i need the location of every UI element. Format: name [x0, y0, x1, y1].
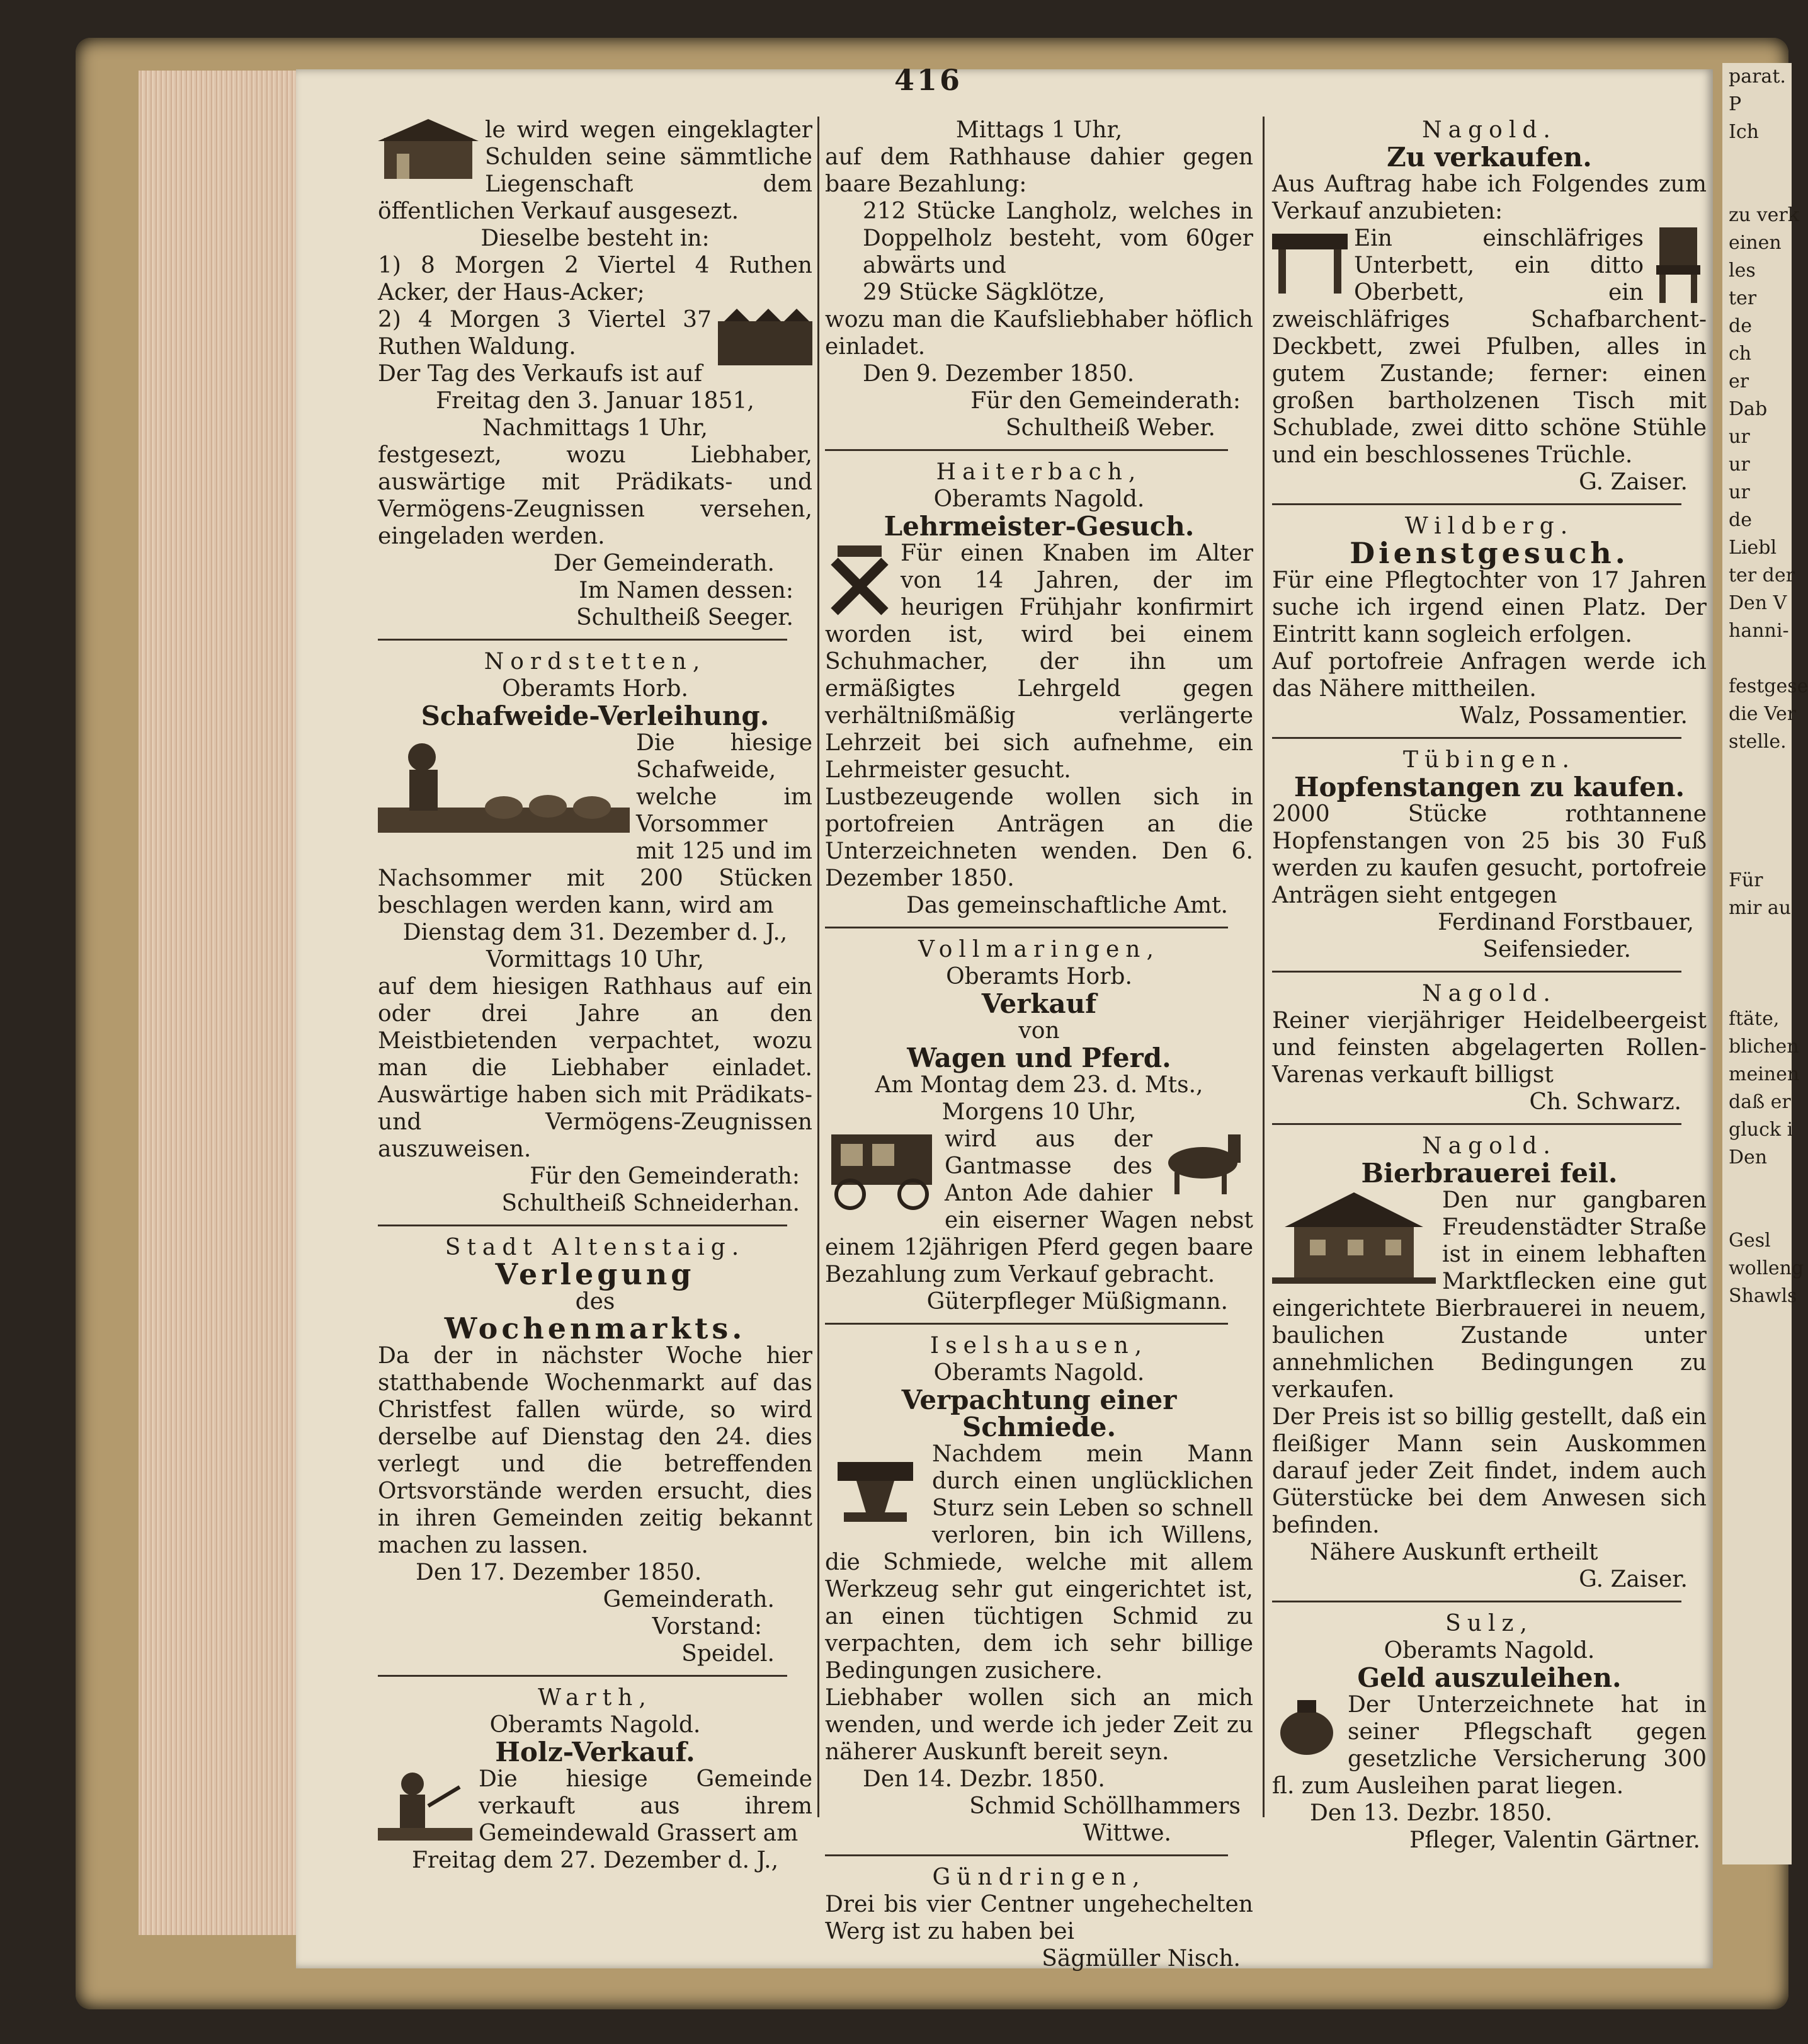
anvil-woodcut-icon	[825, 1443, 926, 1525]
next-page-fragment	[1722, 756, 1792, 784]
ad-body: Den nur gangbaren Freudenstädter Straße ist in einem lebhaften Marktflecken eine gut eingerichtete Bierbrauerei in neuem, baulichen Zustande unter annehmlichen Bedingungen zu verkaufen.	[1272, 1187, 1707, 1403]
ad-separator	[825, 927, 1228, 928]
ad-signature: Wittwe.	[1083, 1820, 1171, 1846]
column-rule	[1263, 117, 1265, 1817]
ad-line: 1) 8 Morgen 2 Viertel 4 Ruthen Acker, der Haus-Acker;	[378, 253, 812, 305]
ad-signature: Gemeinderath.	[603, 1587, 775, 1613]
ad-title: Dienstgesuch.	[1350, 536, 1629, 570]
ad-signature: Ferdinand Forstbauer,	[1438, 910, 1694, 935]
ad-dienstgesuch	[1272, 513, 1707, 729]
table-woodcut-icon	[1272, 227, 1348, 297]
ad-signature: Güterpfleger Müßigmann.	[926, 1289, 1228, 1315]
ad-line: 212 Stücke Langholz, welches in Doppelholz besteht, vom 60ger abwärts und	[863, 198, 1253, 278]
farmhouse-woodcut-icon	[378, 119, 479, 182]
wagon-woodcut-icon	[825, 1128, 938, 1210]
shepherd-sheep-woodcut-icon	[378, 732, 630, 839]
ad-title: Verkauf	[981, 988, 1097, 1019]
forest-woodcut-icon	[718, 309, 812, 365]
column-2	[825, 117, 1253, 1975]
ad-line: Dieselbe besteht in:	[480, 226, 710, 251]
ad-place: Warth,	[538, 1685, 652, 1711]
ad-time: Morgens 10 Uhr,	[941, 1099, 1137, 1125]
ad-separator	[378, 1675, 787, 1677]
ad-body: wird aus der Gantmasse des Anton Ade dahier ein eiserner Wagen nebst einem 12jährigen Pferd gegen baare Bezahlung zum Verkauf gebracht.	[825, 1126, 1253, 1287]
next-page-fragment: ftäte,	[1729, 1008, 1780, 1030]
ad-place: Sulz,	[1445, 1611, 1533, 1636]
ad-place: Nagold.	[1422, 117, 1557, 143]
next-page-fragment: daß er	[1729, 1091, 1791, 1113]
next-page-fragment: Shawls	[1729, 1285, 1797, 1307]
ad-title: Schafweide-Verleihung.	[421, 700, 770, 731]
ad-body: Der Unterzeichnete hat in seiner Pflegschaft gegen gesetzliche Versicherung 300 fl. zum Ausleihen parat liegen.	[1272, 1692, 1707, 1799]
ad-title: Zu verkaufen.	[1387, 142, 1592, 173]
next-page-fragment: ter	[1729, 287, 1757, 309]
ad-place: Wildberg.	[1404, 513, 1574, 539]
ad-date: Den 14. Dezbr. 1850.	[863, 1766, 1105, 1792]
ad-signature: Schultheiß Seeger.	[576, 605, 793, 631]
ad-title: Wochenmarkts.	[444, 1311, 746, 1345]
ad-body: Auf portofreie Anfragen werde ich das Nähere mittheilen.	[1272, 649, 1707, 702]
ad-title: Lehrmeister-Gesuch.	[884, 511, 1195, 542]
ad-body: Nachdem mein Mann durch einen unglücklichen Sturz sein Leben so schnell verloren, bin ich Willens, die Schmiede, welche mit allem Werkzeug sehr gut eingerichtet ist, an einen tüchtigen Schmid zu verpachten, dem ich sehr billige Bedingungen zusichere.	[825, 1441, 1253, 1684]
ad-place: Tübingen.	[1403, 747, 1576, 773]
ad-signature: Der Gemeinderath.	[553, 551, 775, 576]
ad-title: Bierbrauerei feil.	[1361, 1158, 1618, 1189]
next-page-fragment: parat.	[1729, 66, 1786, 88]
ad-signature: Für den Gemeinderath:	[530, 1163, 800, 1189]
ad-district: Oberamts Horb.	[946, 964, 1132, 990]
ad-liegenschaft	[378, 117, 812, 631]
ad-signature: G. Zaiser.	[1579, 1567, 1688, 1592]
next-page-fragment: blichen	[1729, 1036, 1799, 1058]
next-page-fragment: hanni-	[1729, 620, 1789, 642]
next-page-fragment: ur	[1729, 426, 1750, 448]
next-page-fragment: ur	[1729, 454, 1750, 476]
next-page-fragment: Liebl	[1729, 537, 1777, 559]
horse-woodcut-icon	[1159, 1128, 1253, 1197]
ad-date: Den 13. Dezbr. 1850.	[1310, 1800, 1552, 1826]
ad-signature: Für den Gemeinderath:	[970, 388, 1241, 414]
ad-line: 29 Stücke Sägklötze,	[863, 280, 1105, 305]
ad-langholz	[825, 117, 1253, 442]
ad-date: Den 9. Dezember 1850.	[863, 361, 1135, 387]
ad-place: Vollmaringen,	[918, 937, 1160, 962]
ad-title: Holz-Verkauf.	[495, 1737, 695, 1767]
ad-wochenmarkt	[378, 1234, 812, 1667]
ad-time: Nachmittags 1 Uhr,	[482, 415, 708, 441]
ad-body: Liebhaber wollen sich an mich wenden, und werde ich jeder Zeit zu näherer Auskunft bereit seyn.	[825, 1685, 1253, 1765]
ad-signature: Pfleger, Valentin Gärtner.	[1409, 1827, 1700, 1853]
next-page-fragment	[1722, 174, 1792, 202]
ad-body: Ein einschläfriges Unterbett, ein ditto Oberbett, ein zweischläfriges Schafbarchent-Deckbett, zwei Pfulben, alles in gutem Zustande; ferner: einen großen bartholzenen Tisch mit Schublade, zwei ditto schöne Stühle und ein beschlossenes Trüchle.	[1272, 226, 1707, 468]
ad-body: Für einen Knaben im Alter von 14 Jahren, der im heurigen Frühjahr konfirmirt worden ist, wird bei einem Schuhmacher, der ihn um ermäßigtes Lehrgeld gegen verhältnißmäßig verlängerte Lehrzeit bei sich aufnehme, ein Lehrmeister gesucht.	[825, 540, 1253, 783]
shoemaker-tools-woodcut-icon	[825, 542, 894, 618]
ad-district: Oberamts Horb.	[502, 676, 688, 702]
next-page-fragment: stelle.	[1729, 731, 1787, 753]
ad-separator	[1272, 971, 1681, 973]
next-page-fragment: er	[1729, 370, 1749, 392]
next-page-fragment: Den	[1729, 1146, 1768, 1168]
ad-place: Haiterbach,	[936, 459, 1142, 485]
ad-time: Mittags 1 Uhr,	[955, 117, 1123, 143]
ad-body: Der Preis ist so billig gestellt, daß ein fleißiger Mann sein Auskommen darauf jeder Zeit findet, indem auch Güterstücke bei dem Anwesen sich befinden.	[1272, 1404, 1707, 1538]
column-1	[378, 117, 812, 1876]
ad-separator	[378, 639, 787, 641]
column-rule	[817, 117, 819, 1817]
next-page-fragment: Den V	[1729, 592, 1787, 614]
ad-district: Oberamts Nagold.	[933, 1360, 1145, 1386]
page-edges	[139, 71, 299, 1935]
ad-heidelbeergeist	[1272, 980, 1707, 1116]
next-page-fragment: Für	[1729, 869, 1763, 891]
ad-line: Der Tag des Verkaufs ist auf	[378, 361, 703, 387]
next-page-fragment: zu verk	[1729, 204, 1799, 226]
next-page-fragment: die Ver	[1729, 703, 1797, 725]
ad-geld	[1272, 1610, 1707, 1854]
ad-werg	[825, 1864, 1253, 1972]
ad-title: Wagen und Pferd.	[907, 1042, 1171, 1073]
ad-signature: Vorstand:	[652, 1614, 762, 1640]
ad-separator	[825, 1854, 1228, 1856]
ad-time: Vormittags 10 Uhr,	[486, 947, 705, 973]
ad-holzverkauf	[378, 1684, 812, 1874]
ad-wagen	[825, 936, 1253, 1315]
next-page-fragment: ur	[1729, 481, 1750, 503]
ad-separator	[378, 1225, 787, 1226]
ad-lehrmeister	[825, 459, 1253, 919]
next-page-fragment: Dab	[1729, 398, 1768, 420]
ad-line: von	[1018, 1018, 1060, 1044]
ad-date: Dienstag dem 31. Dezember d. J.,	[402, 920, 788, 945]
ad-body: 2000 Stücke rothtannene Hopfenstangen von 25 bis 30 Fuß werden zu kaufen gesucht, portofreie Anträgen sieht entgegen	[1272, 801, 1707, 908]
ad-date: Am Montag dem 23. d. Mts.,	[875, 1072, 1203, 1098]
next-page-fragment	[1722, 1199, 1792, 1227]
ad-place: Nagold.	[1422, 981, 1557, 1007]
ad-title: Hopfenstangen zu kaufen.	[1293, 772, 1685, 802]
next-page-fragment: les	[1729, 260, 1756, 282]
next-page-fragment	[1722, 978, 1792, 1005]
next-page-fragment	[1722, 1172, 1792, 1199]
next-page-fragment: festgese	[1729, 675, 1808, 697]
next-page-fragment	[1722, 839, 1792, 867]
ad-place: Iselshausen,	[930, 1333, 1149, 1359]
next-page-fragment	[1722, 645, 1792, 673]
ad-body: Aus Auftrag habe ich Folgendes zum Verkauf anzubieten:	[1272, 171, 1707, 224]
next-page-fragment	[1722, 784, 1792, 811]
ad-separator	[825, 1323, 1228, 1325]
ad-date: Freitag den 3. Januar 1851,	[436, 388, 754, 414]
ad-separator	[1272, 1123, 1681, 1125]
ad-hopfenstangen	[1272, 746, 1707, 963]
ad-separator	[1272, 503, 1681, 505]
ad-signature: Das gemeinschaftliche Amt.	[906, 893, 1228, 918]
page-number: 416	[894, 63, 963, 97]
ad-body: le wird wegen eingeklagter Schulden seine sämmtliche Liegenschaft dem öffentlichen Verkauf ausgesezt.	[378, 117, 812, 224]
ad-body: Lustbezeugende wollen sich in portofreien Anträgen an die Unterzeichneten wenden. Den 6. Dezember 1850.	[825, 784, 1253, 891]
ad-line: des	[575, 1289, 615, 1315]
ad-district: Oberamts Nagold.	[489, 1712, 701, 1738]
next-page-fragment: gluck i	[1729, 1119, 1794, 1141]
ad-title: Verpachtung einer Schmiede.	[901, 1385, 1177, 1442]
ad-date: Freitag dem 27. Dezember d. J.,	[411, 1847, 779, 1873]
ad-body: auf dem Rathhause dahier gegen baare Bezahlung:	[825, 144, 1253, 197]
ad-body: Die hiesige Schafweide, welche im Vorsommer mit 125 und im Nachsommer mit 200 Stücken beschlagen werden kann, wird am	[378, 730, 812, 918]
next-page-fragment	[1722, 146, 1792, 174]
ad-signature: Seifensieder.	[1482, 937, 1631, 962]
ad-place: Gündringen,	[932, 1864, 1146, 1890]
ad-title: Verlegung	[495, 1257, 695, 1291]
ad-body: Drei bis vier Centner ungehechelten Werg ist zu haben bei	[825, 1892, 1253, 1944]
ad-separator	[825, 449, 1228, 451]
ad-zu-verkaufen	[1272, 117, 1707, 496]
ad-district: Oberamts Nagold.	[1384, 1638, 1595, 1664]
brewery-house-woodcut-icon	[1272, 1189, 1436, 1284]
ad-signature: Walz, Possamentier.	[1459, 703, 1688, 729]
ad-signature: Schultheiß Schneiderhan.	[501, 1190, 800, 1216]
next-page-fragment: Gesl	[1729, 1230, 1771, 1252]
next-page-fragment: de	[1729, 315, 1752, 337]
ad-signature: Im Namen dessen:	[579, 578, 793, 603]
next-page-edge	[1722, 63, 1808, 1864]
ad-separator	[1272, 1601, 1681, 1602]
ad-body: wozu man die Kaufsliebhaber höflich einladet.	[825, 307, 1253, 360]
ad-schmiede	[825, 1332, 1253, 1847]
ad-place: Nagold.	[1422, 1133, 1557, 1159]
next-page-fragment: einen	[1729, 232, 1782, 254]
chair-woodcut-icon	[1650, 227, 1707, 303]
ad-body: Die hiesige Gemeinde verkauft aus ihrem Gemeindewald Grassert am	[479, 1766, 812, 1846]
ad-signature: Schultheiß Weber.	[1005, 415, 1215, 441]
next-page-fragment: P	[1729, 93, 1742, 115]
ad-schafweide	[378, 648, 812, 1217]
ad-body: Da der in nächster Woche hier statthabende Wochenmarkt auf das Christfest fallen würde, so wird derselbe auf Dienstag den 24. dies verlegt und die betreffenden Ortsvorstände werden ersucht, dies in ihren Gemeinden zeitig bekannt machen zu lassen.	[378, 1343, 812, 1558]
ad-body: Reiner vierjähriger Heidelbeergeist und feinsten abgelagerten Rollen-Varenas verkauft billigst	[1272, 1008, 1707, 1088]
ad-place: Nordstetten,	[484, 649, 707, 675]
next-page-fragment	[1722, 950, 1792, 978]
next-page-fragment	[1722, 922, 1792, 950]
column-3	[1272, 117, 1707, 1856]
ad-bierbrauerei	[1272, 1133, 1707, 1593]
next-page-fragment: ch	[1729, 343, 1752, 365]
ad-separator	[1272, 737, 1681, 739]
money-bag-woodcut-icon	[1272, 1694, 1341, 1757]
ad-body: Nähere Auskunft ertheilt	[1310, 1539, 1598, 1565]
ad-signature: Speidel.	[681, 1641, 775, 1667]
ad-date: Den 17. Dezember 1850.	[416, 1560, 702, 1585]
next-page-fragment: mir au	[1729, 897, 1792, 919]
ad-body: Für eine Pflegtochter von 17 Jahren suche ich irgend einen Platz. Der Eintritt kann sogleich erfolgen.	[1272, 568, 1707, 648]
ad-body: auf dem hiesigen Rathhaus auf ein oder drei Jahre an den Meistbietenden verpachtet, wozu man die Liebhaber einladet. Auswärtige haben sich mit Prädikats- und Vermögens-Zeugnissen auszuweisen.	[378, 974, 812, 1162]
ad-signature: Sägmüller Nisch.	[1042, 1946, 1241, 1972]
ad-body: festgesezt, wozu Liebhaber, auswärtige mit Prädikats- und Vermögens-Zeugnissen versehen, eingeladen werden.	[378, 442, 812, 549]
next-page-fragment: wolleng	[1729, 1257, 1804, 1279]
ad-signature: G. Zaiser.	[1579, 469, 1688, 495]
woodcutter-woodcut-icon	[378, 1768, 472, 1844]
ad-place: Stadt Altenstaig.	[445, 1235, 746, 1260]
next-page-fragment: Ich	[1729, 121, 1759, 143]
ad-district: Oberamts Nagold.	[933, 486, 1145, 512]
ad-title: Geld auszuleihen.	[1357, 1662, 1622, 1693]
ad-signature: Schmid Schöllhammers	[969, 1793, 1241, 1819]
next-page-fragment: meinen	[1729, 1063, 1800, 1085]
next-page-fragment: ter der	[1729, 564, 1795, 586]
ad-line: 2) 4 Morgen 3 Viertel 37 Ruthen Waldung.	[378, 307, 712, 360]
next-page-fragment	[1722, 811, 1792, 839]
next-page-fragment: de	[1729, 509, 1752, 531]
ad-signature: Ch. Schwarz.	[1529, 1089, 1681, 1115]
